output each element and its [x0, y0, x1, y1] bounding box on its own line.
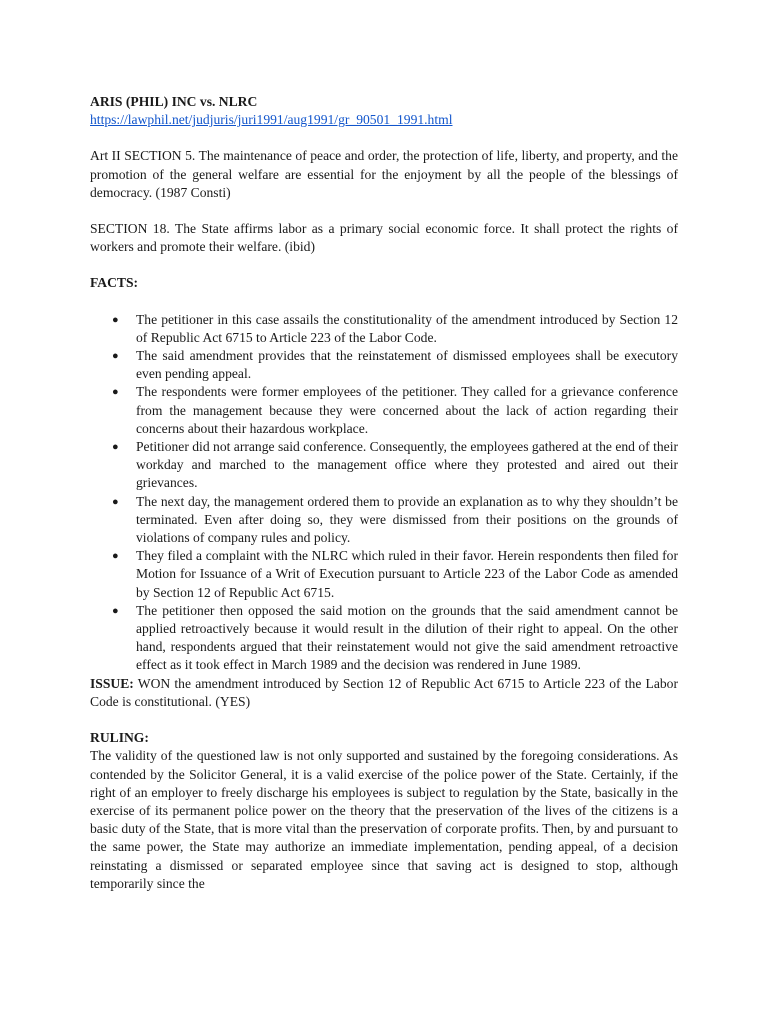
list-item [90, 602, 678, 675]
fact-text: Petitioner did not arrange said conference. Consequently, the employees gathered at the end of their workday and marched to the management office where they protested and aired out their grievances. [136, 439, 678, 491]
fact-text: They filed a complaint with the NLRC which ruled in their favor. Herein respondents then filed for Motion for Issuance of a Writ of Execution pursuant to Article 223 of the Labor Code as amended by Section 12 of Republic Act 6715. [136, 548, 678, 600]
bullet-icon: ● [112, 386, 119, 399]
bullet-icon: ● [112, 350, 119, 363]
issue-paragraph [90, 675, 678, 711]
fact-text: The next day, the management ordered them to provide an explanation as to why they shouldn’t be terminated. Even after doing so, they were dismissed from their positions on the grounds of violations of company rules and policy. [136, 493, 678, 546]
list-item [90, 493, 678, 548]
facts-list [90, 311, 678, 675]
list-item [90, 311, 678, 347]
bullet-icon: ● [112, 550, 119, 563]
fact-text: The said amendment provides that the reinstatement of dismissed employees shall be executory even pending appeal. [136, 348, 678, 382]
issue-text: WON the amendment introduced by Section 12 of Republic Act 6715 to Article 223 of the Labor Code is constitutional. (YES) [90, 675, 678, 709]
fact-text: The petitioner then opposed the said motion on the grounds that the said amendment cannot be applied retroactively because it would result in the dilution of their right to appeal. On the other hand, respondents argued that their reinstatement would not give the said amendment retroactive effect as it took effect in March 1989 and the decision was rendered in June 1989. [136, 602, 678, 673]
source-link[interactable]: https://lawphil.net/judjuris/juri1991/aug1991/gr_90501_1991.html [90, 112, 453, 128]
bullet-icon: ● [112, 604, 119, 617]
art2-section5-paragraph: Art II SECTION 5. The maintenance of peace and order, the protection of life, liberty, and property, and the promotion of the general welfare are essential for the enjoyment by all the people of the blessings of democracy. (1987 Consti) [90, 148, 678, 200]
bullet-icon: ● [112, 495, 119, 508]
ruling-heading: RULING: [90, 730, 149, 746]
list-item [90, 383, 678, 438]
list-item [90, 347, 678, 383]
issue-label: ISSUE: [90, 675, 134, 691]
list-item [90, 438, 678, 493]
section18-paragraph: SECTION 18. The State affirms labor as a primary social economic force. It shall protect the rights of workers and promote their welfare. (ibid) [90, 221, 678, 255]
fact-text: The respondents were former employees of the petitioner. They called for a grievance conference from the management because they were concerned about the lack of action regarding their concerns about their hazardous workplace. [136, 384, 678, 436]
ruling-paragraph: The validity of the questioned law is not only supported and sustained by the foregoing considerations. As contended by the Solicitor General, it is a valid exercise of the police power of the State. Certainly, if the right of an employer to freely discharge his employees is subject to regulation by the State, basically in the exercise of its permanent police power on the theory that the preservation of the lives of the citizens is a basic duty of the State, that is more vital than the preservation of corporate profits. Then, by and pursuant to the same power, the State may authorize an immediate implementation, pending appeal, of a decision reinstating a dismissed or separated employee since that saving act is designed to stop, although temporarily since the [90, 748, 678, 891]
bullet-icon: ● [112, 441, 119, 454]
fact-text: The petitioner in this case assails the constitutionality of the amendment introduced by Section 12 of Republic Act 6715 to Article 223 of the Labor Code. [136, 311, 678, 345]
list-item [90, 547, 678, 602]
facts-heading: FACTS: [90, 275, 139, 291]
bullet-icon: ● [112, 313, 119, 326]
case-title: ARIS (PHIL) INC vs. NLRC [90, 94, 258, 109]
